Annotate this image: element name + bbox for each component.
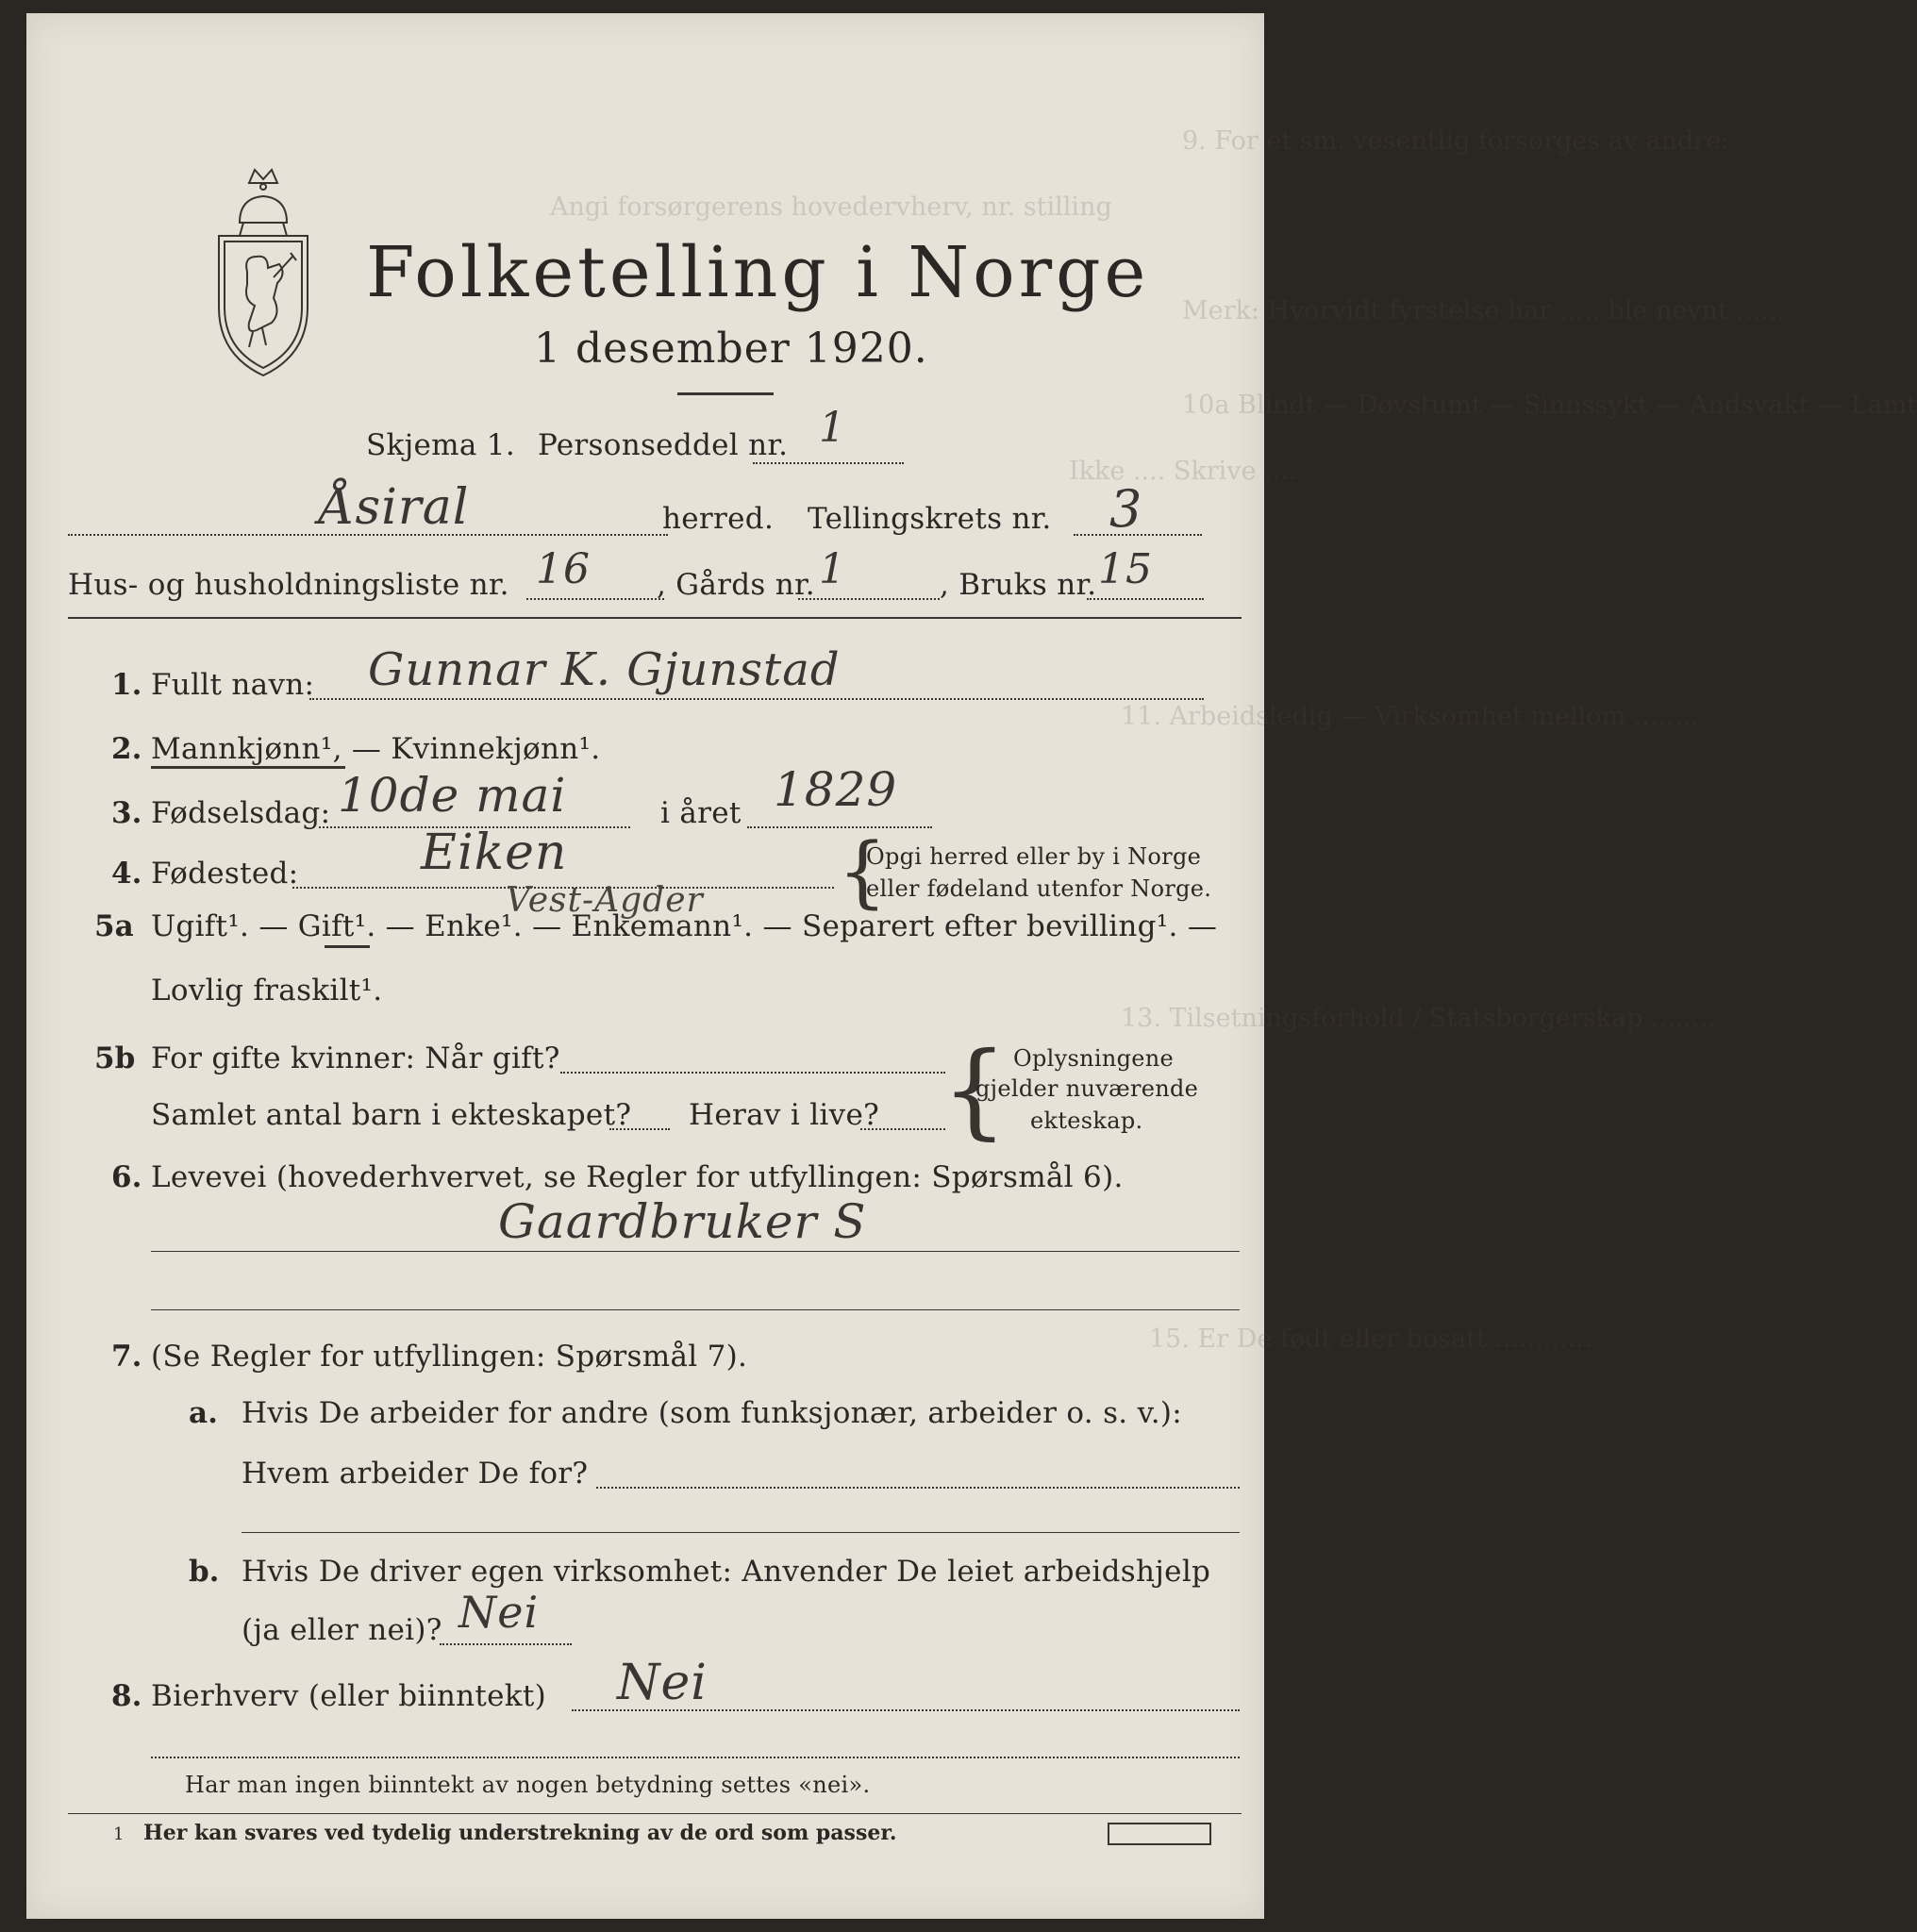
- year-label: i året: [660, 796, 742, 830]
- occupation-value: Gaardbruker S: [498, 1194, 867, 1249]
- q8-note: Har man ingen biinntekt av nogen betydning settes «nei».: [185, 1772, 871, 1798]
- q5b-line2a: Samlet antal barn i ekteskapet?: [151, 1098, 632, 1132]
- occupation-line-1[interactable]: [151, 1251, 1240, 1252]
- census-form: 9. For et sm. vesentlig forsørges av andre: Angi forsørgerens hovedervherv, nr. stilling Merk: Hvorvidt fyrstelse har ..... ble nevnt ...... 10a Blindt — Døvstumt — Sinnssykt — Andsvakt — Lamt Ikke .... Skrive .... 11. Arbeidsledig — Virksomhet mellom ........ 13. Tilsetningsforhold / Statsborgerskap ........ 15. Er De født eller bosatt ............ Folketelling i Norge 1 desember 1920. Skjema 1. Personseddel nr. 1 Åsiral herred. Tellingskrets nr. 3 Hus- og husholdningsliste nr. 16 , Gårds nr. 1 , Bruks nr. 15 1. Fullt navn: Gunnar K. Gjunstad 2. Mannkjønn¹, — Kvinnekjønn¹. 3. Fødselsdag: 10de mai i året 1829 4. Fødested: Eiken Vest-Agder { Opgi herred eller by i Norge eller fødeland utenfor Norge. 5a Ugift¹. — Gift¹. — Enke¹. — Enkemann¹. — Separert efter bevilling¹. — Lovlig fraskilt¹. 5b For gifte kvinner: Når gift? Samlet antal barn i ekteskapet? Herav i live? { Oplysningene gjelder nuværende ekteskap. 6. Levevei (hovederhvervet, se Regler for utfyllingen: Spørsmål 6). Gaardbruker S 7. (Se Regler for utfyllingen: Spørsmål 7). a. Hvis De arbeider for andre (som funksjonær, arbeider o. s. v.): Hvem arbeider De for? b. Hvis De driver egen virksomhet: Anvender De leiet arbeidshjelp (ja eller nei)? Nei 8. Bierhverv (eller biinntekt) Nei Har man ingen biinntekt av nogen betydning settes «nei». 1 Her kan svares ved tydelig understrekning av de ord som passer.: [26, 13, 1264, 1919]
- q7-label: (Se Regler for utfyllingen: Spørsmål 7).: [151, 1340, 748, 1374]
- personseddel-field[interactable]: [753, 462, 904, 464]
- q7b-line1: Hvis De driver egen virksomhet: Anvender De leiet arbeidshjelp: [242, 1555, 1211, 1589]
- husliste-label: Hus- og husholdningsliste nr.: [68, 568, 509, 602]
- tellingskrets-label: Tellingskrets nr.: [808, 502, 1052, 536]
- q7a-line1: Hvis De arbeider for andre (som funksjonær, arbeider o. s. v.):: [242, 1396, 1183, 1430]
- q7-number: 7.: [111, 1340, 142, 1374]
- footnote-text: Her kan svares ved tydelig understrekning av de ord som passer.: [143, 1821, 897, 1845]
- bruks-label: , Bruks nr.: [940, 568, 1097, 602]
- gards-label: , Gårds nr.: [657, 568, 815, 602]
- q2-number: 2.: [111, 732, 142, 766]
- gards-value: 1: [819, 545, 846, 593]
- full-name-field[interactable]: [309, 698, 1204, 700]
- q4-label: Fødested:: [151, 857, 299, 891]
- husliste-field[interactable]: [526, 598, 664, 600]
- q7b-number: b.: [189, 1555, 220, 1589]
- title-divider: [677, 392, 774, 395]
- q5b-note3: ekteskap.: [1030, 1108, 1143, 1134]
- full-name-value: Gunnar K. Gjunstad: [368, 643, 841, 696]
- q5b-note2: gjelder nuværende: [975, 1075, 1199, 1102]
- document-title: Folketelling i Norge: [366, 232, 1150, 313]
- hired-help-field[interactable]: [440, 1643, 572, 1645]
- children-total-field[interactable]: [609, 1128, 670, 1130]
- tellingskrets-value: 3: [1109, 479, 1143, 539]
- q5a-line1: Ugift¹. — Gift¹. — Enke¹. — Enkemann¹. — Separert efter bevilling¹. —: [151, 909, 1218, 943]
- birth-year-value: 1829: [774, 762, 898, 817]
- q3-number: 3.: [111, 796, 142, 830]
- q4-number: 4.: [111, 857, 142, 891]
- q5b-note1: Oplysningene: [1013, 1045, 1175, 1072]
- bruks-value: 15: [1098, 545, 1153, 593]
- q2-label: Mannkjønn¹, — Kvinnekjønn¹.: [151, 732, 601, 766]
- q6-label: Levevei (hovederhvervet, se Regler for utfyllingen: Spørsmål 6).: [151, 1160, 1124, 1194]
- side-income-value: Nei: [617, 1655, 708, 1711]
- census-date: 1 desember 1920.: [534, 325, 928, 373]
- children-alive-field[interactable]: [860, 1128, 945, 1130]
- q6-number: 6.: [111, 1160, 142, 1194]
- employer-field[interactable]: [596, 1487, 1240, 1489]
- hired-help-value: Nei: [458, 1587, 540, 1638]
- side-income-line-2[interactable]: [151, 1757, 1240, 1758]
- q7b-line2: (ja eller nei)?: [242, 1613, 442, 1647]
- q7a-line2: Hvem arbeider De for?: [242, 1457, 589, 1491]
- q5a-number: 5a: [94, 909, 134, 943]
- printer-stamp: [1108, 1823, 1211, 1845]
- q1-number: 1.: [111, 668, 142, 702]
- q8-label: Bierhverv (eller biinntekt): [151, 1679, 547, 1713]
- q5b-line2b: Herav i live?: [689, 1098, 880, 1132]
- birthplace-county-value: Vest-Agder: [506, 881, 704, 920]
- q5a-line2: Lovlig fraskilt¹.: [151, 974, 383, 1008]
- herred-value: Åsiral: [319, 479, 470, 536]
- when-married-field[interactable]: [560, 1072, 945, 1074]
- herred-label: herred.: [662, 502, 775, 536]
- norwegian-coat-of-arms-icon: [211, 166, 315, 379]
- gift-underline: [325, 945, 370, 948]
- note-brace: {: [838, 827, 888, 917]
- header-divider: [68, 617, 1242, 619]
- personseddel-value: 1: [819, 404, 846, 452]
- q7a-number: a.: [189, 1396, 218, 1430]
- q3-label: Fødselsdag:: [151, 796, 331, 830]
- q5b-line1: For gifte kvinner: Når gift?: [151, 1041, 560, 1075]
- bruks-field[interactable]: [1087, 598, 1204, 600]
- footnote-divider: [68, 1813, 1242, 1814]
- birthplace-note-line1: Opgi herred eller by i Norge: [866, 843, 1202, 870]
- birthplace-value: Eiken: [421, 824, 568, 881]
- employer-line-2[interactable]: [242, 1532, 1240, 1533]
- birthplace-note-line2: eller fødeland utenfor Norge.: [866, 875, 1212, 902]
- note-brace-5b: {: [942, 1029, 1008, 1150]
- mannkjonn-underline: [151, 766, 345, 769]
- personseddel-label: Personseddel nr.: [538, 428, 789, 462]
- birthday-value: 10de mai: [338, 768, 567, 823]
- q5b-number: 5b: [94, 1041, 136, 1075]
- husliste-value: 16: [536, 545, 591, 593]
- q1-label: Fullt navn:: [151, 668, 315, 702]
- schema-label: Skjema 1.: [366, 428, 515, 462]
- footnote-mark: 1: [113, 1824, 125, 1844]
- q8-number: 8.: [111, 1679, 142, 1713]
- gards-field[interactable]: [798, 598, 940, 600]
- occupation-line-2[interactable]: [151, 1309, 1240, 1310]
